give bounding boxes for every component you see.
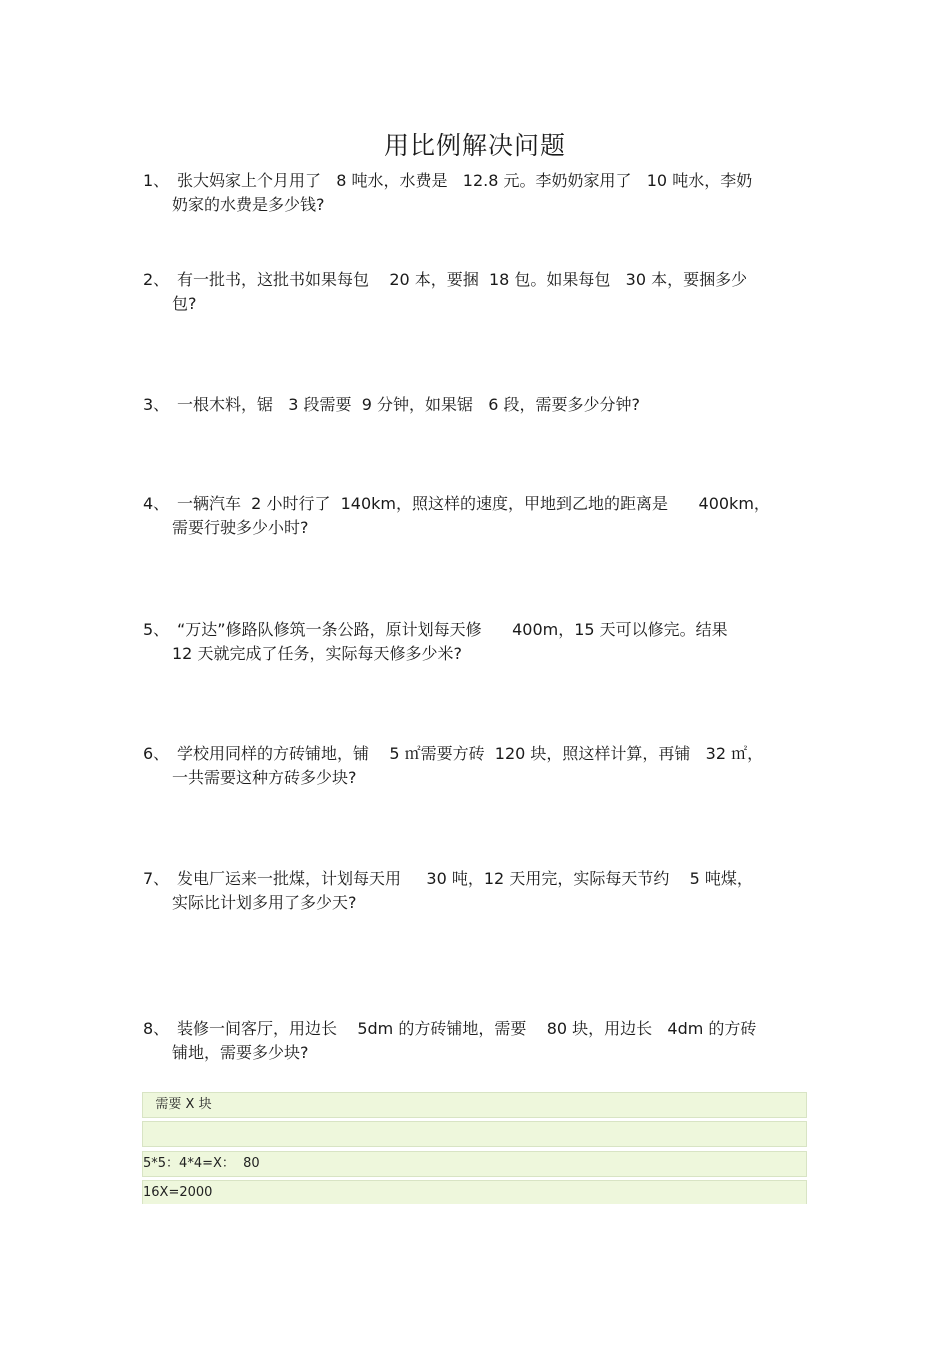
question-5 xyxy=(143,618,808,666)
question-number: 4、 xyxy=(143,494,170,513)
question-number: 8、 xyxy=(143,1019,170,1038)
answer-row: 16X=2000 xyxy=(142,1180,807,1204)
question-number: 3、 xyxy=(143,395,170,414)
question-number: 5、 xyxy=(143,620,170,639)
question-text-line1: 学校用同样的方砖铺地，铺 5 ㎡需要方砖 120 块，照这样计算，再铺 32 ㎡， xyxy=(177,744,764,763)
question-text-line1: 有一批书，这批书如果每包 20 本，要捆 18 包。如果每包 30 本，要捆多少 xyxy=(177,270,748,289)
question-8 xyxy=(143,1017,808,1065)
question-text-line1: 发电厂运来一批煤，计划每天用 30 吨，12 天用完，实际每天节约 5 吨煤， xyxy=(177,869,753,888)
answer-row: 5*5：4*4=X： 80 xyxy=(142,1151,807,1177)
question-text-line2: 奶家的水费是多少钱? xyxy=(172,195,325,214)
answer-row: 需要 X 块 xyxy=(142,1092,807,1118)
question-text-line1: “万达”修路队修筑一条公路，原计划每天修 400m，15 天可以修完。结果 xyxy=(177,620,728,639)
question-7 xyxy=(143,867,808,915)
question-number: 7、 xyxy=(143,869,170,888)
question-text-line2: 12 天就完成了任务，实际每天修多少米? xyxy=(172,644,462,663)
question-text-line2: 包? xyxy=(172,294,197,313)
question-number: 6、 xyxy=(143,744,170,763)
question-text-line2: 铺地，需要多少块? xyxy=(172,1043,309,1062)
page-title: 用比例解决问题 xyxy=(383,131,566,160)
question-text-line1: 一辆汽车 2 小时行了 140km，照这样的速度，甲地到乙地的距离是 400km， xyxy=(177,494,770,513)
question-text-line2: 一共需要这种方砖多少块? xyxy=(172,768,357,787)
question-text-line1: 张大妈家上个月用了 8 吨水，水费是 12.8 元。李奶奶家用了 10 吨水，李奶 xyxy=(177,171,753,190)
question-number: 1、 xyxy=(143,171,170,190)
question-text-line1: 一根木料，锯 3 段需要 9 分钟，如果锯 6 段，需要多少分钟? xyxy=(177,395,640,414)
question-1 xyxy=(143,169,808,217)
question-2 xyxy=(143,268,808,316)
question-text-line1: 装修一间客厅，用边长 5dm 的方砖铺地，需要 80 块，用边长 4dm 的方砖 xyxy=(177,1019,757,1038)
question-3 xyxy=(143,393,808,417)
answer-row xyxy=(142,1121,807,1147)
question-text-line2: 实际比计划多用了多少天? xyxy=(172,893,357,912)
question-text-line2: 需要行驶多少小时? xyxy=(172,518,309,537)
question-number: 2、 xyxy=(143,270,170,289)
question-4 xyxy=(143,492,808,540)
question-6 xyxy=(143,742,808,790)
